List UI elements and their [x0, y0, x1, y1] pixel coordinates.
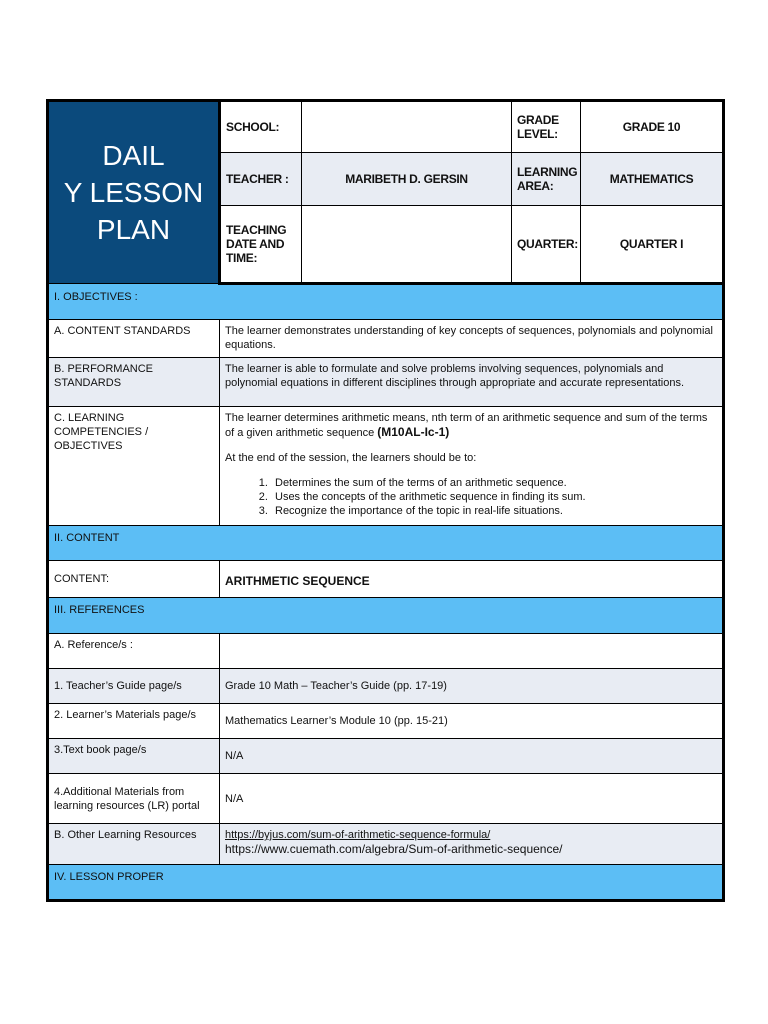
other-resources-label: B. Other Learning Resources: [48, 824, 220, 865]
competencies-statement: [225, 411, 717, 440]
objectives-heading: I. OBJECTIVES :: [48, 284, 724, 320]
lesson-plan-table: [46, 99, 725, 902]
learners-materials-label: 2. Learner’s Materials page/s: [48, 704, 220, 739]
learning-area-label: LEARNING AREA:: [512, 153, 581, 206]
performance-standards-label: B. PERFORMANCE STANDARDS: [48, 358, 220, 407]
session-objectives-list: [225, 476, 717, 518]
school-value: [302, 101, 512, 153]
title-line-1: DAIL: [102, 140, 165, 171]
teachers-guide-value: Grade 10 Math – Teacher’s Guide (pp. 17-19): [220, 669, 724, 704]
learners-materials-value: Mathematics Learner’s Module 10 (pp. 15-21): [220, 704, 724, 739]
teachers-guide-label: 1. Teacher’s Guide page/s: [48, 669, 220, 704]
document-title: [48, 101, 220, 284]
teacher-label: TEACHER :: [220, 153, 302, 206]
byjus-link[interactable]: https://byjus.com/sum-of-arithmetic-sequence-formula/: [225, 829, 491, 841]
content-heading: II. CONTENT: [48, 526, 724, 561]
lesson-plan-document: [46, 99, 722, 902]
quarter-label: QUARTER:: [512, 206, 581, 284]
quarter-value: QUARTER I: [581, 206, 724, 284]
references-heading: III. REFERENCES: [48, 598, 724, 634]
title-line-3: PLAN: [96, 214, 171, 245]
grade-level-value: GRADE 10: [581, 101, 724, 153]
school-label: SCHOOL:: [220, 101, 302, 153]
textbook-value: N/A: [220, 739, 724, 774]
competencies-text: The learner determines arithmetic means, nth term of an arithmetic sequence and sum of the terms of a given arithmetic sequence: [225, 412, 708, 439]
additional-materials-label: 4.Additional Materials from learning resources (LR) portal: [48, 774, 220, 824]
content-value: ARITHMETIC SEQUENCE: [220, 561, 724, 598]
textbook-label: 3.Text book page/s: [48, 739, 220, 774]
lesson-proper-heading: IV. LESSON PROPER: [48, 865, 724, 901]
learning-area-value: MATHEMATICS: [581, 153, 724, 206]
content-label: CONTENT:: [48, 561, 220, 598]
other-resources-value: [220, 824, 724, 865]
reference-label: A. Reference/s :: [48, 634, 220, 669]
list-item: 2. Uses the concepts of the arithmetic sequence in finding its sum.: [271, 490, 717, 504]
list-item: 1. Determines the sum of the terms of an arithmetic sequence.: [271, 476, 717, 490]
competencies-label: C. LEARNING COMPETENCIES / OBJECTIVES: [48, 407, 220, 526]
competencies-value: [220, 407, 724, 526]
list-item: 3. Recognize the importance of the topic in real-life situations.: [271, 504, 717, 518]
grade-level-label: GRADE LEVEL:: [512, 101, 581, 153]
teacher-value: MARIBETH D. GERSIN: [302, 153, 512, 206]
teaching-date-label: TEACHING DATE AND TIME:: [220, 206, 302, 284]
additional-materials-value: N/A: [220, 774, 724, 824]
competency-code: (M10AL-Ic-1): [377, 425, 450, 439]
content-standards-value: The learner demonstrates understanding of key concepts of sequences, polynomials and polynomial equations.: [220, 320, 724, 358]
session-intro: At the end of the session, the learners should be to:: [225, 452, 477, 464]
title-line-2: Y LESSON: [63, 177, 204, 208]
performance-standards-value: The learner is able to formulate and solve problems involving sequences, polynomials and polynomial equations in different disciplines through appropriate and accurate representations.: [220, 358, 724, 407]
teaching-date-value: [302, 206, 512, 284]
reference-value: [220, 634, 724, 669]
cuemath-link[interactable]: https://www.cuemath.com/algebra/Sum-of-arithmetic-sequence/: [225, 842, 563, 856]
content-standards-label: A. CONTENT STANDARDS: [48, 320, 220, 358]
